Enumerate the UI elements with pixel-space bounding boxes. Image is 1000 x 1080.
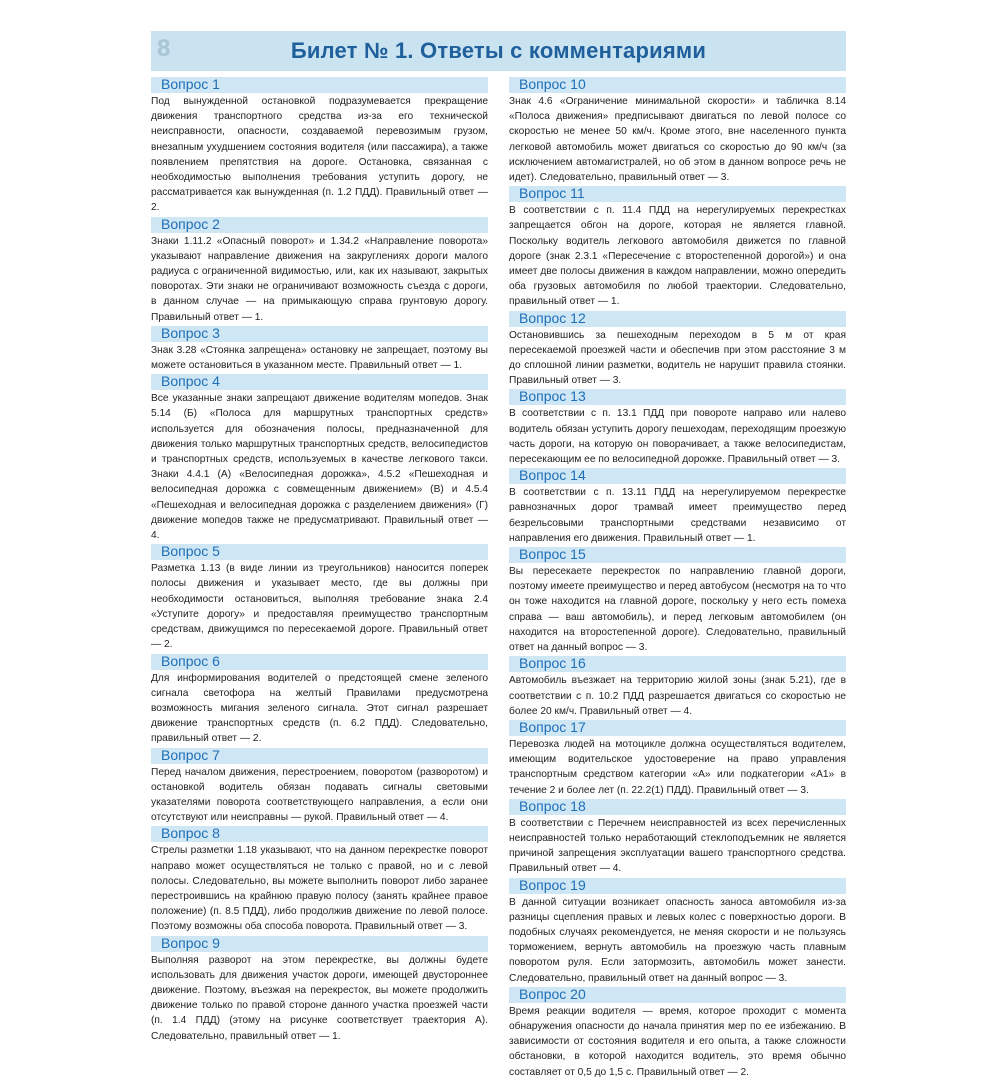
question-heading <box>509 547 846 563</box>
question-heading <box>151 826 488 842</box>
question-heading <box>151 936 488 952</box>
question-heading <box>509 311 846 327</box>
answer-text: В соответствии с п. 13.1 ПДД при повороте направо или налево водитель обязан уступить дорогу пешеходам, переходящим проезжую часть дороги, на которую он поворачивает, а также велосипедистам, пересекающим ее по велосипедной дорожке. Правильный ответ — 3. <box>509 408 846 466</box>
answer-text: Выполняя разворот на этом перекрестке, вы должны будете использовать для движения участок дороги, имеющей двустороннее движение. Поэтому, въезжая на перекресток, вы можете продолжить движение только по правой стороне данного участка проезжей части (п. 1.4 ПДД) (этому на рисунке соответствует траектория А). Следовательно, правильный ответ — 1. <box>151 954 488 1042</box>
answer-text: В соответствии с Перечнем неисправностей из всех перечисленных неисправностей только неработающий стеклоподъемник не является причиной запрещения эксплуатации вашего транспортного средства. Правильный ответ — 4. <box>509 817 846 875</box>
question-label: Вопрос 20 <box>519 985 586 1002</box>
question-label: Вопрос 2 <box>161 215 220 232</box>
question-label: Вопрос 9 <box>161 934 220 951</box>
question-heading <box>509 186 846 202</box>
question-label: Вопрос 18 <box>519 797 586 814</box>
right-column <box>509 76 846 1080</box>
question-label: Вопрос 8 <box>161 825 220 842</box>
question-label: Вопрос 17 <box>519 718 586 735</box>
question-label: Вопрос 12 <box>519 309 586 326</box>
question-label: Вопрос 14 <box>519 467 586 484</box>
answer-text: Знак 3.28 «Стоянка запрещена» остановку не запрещает, поэтому вы можете остановиться в указанном месте. Правильный ответ — 1. <box>151 344 488 372</box>
answer-text: Под вынужденной остановкой подразумевается прекращение движения транспортного средства из-за его технической неисправности, опасности, создаваемой перевозимым грузом, внезапным ухудшением состояния водителя (или пассажира), а также появлением препятствия на дороге. Остановка, связанная с необходимостью выполнения требования уступить дорогу, не рассматривается как вынужденная (п. 1.2 ПДД). Правильный ответ — 2. <box>151 96 488 214</box>
left-column <box>151 76 488 1044</box>
question-label: Вопрос 19 <box>519 876 586 893</box>
page-number: 8 <box>157 35 171 62</box>
question-label: Вопрос 5 <box>161 543 220 560</box>
question-heading <box>151 77 488 93</box>
answer-text: Остановившись за пешеходным переходом в 5 м от края пересекаемой проезжей части и обеспечив при этом расстояние 3 м до сплошной линии разметки, водитель не нарушит правила стоянки. Правильный ответ — 3. <box>509 329 846 387</box>
answer-text: Стрелы разметки 1.18 указывают, что на данном перекрестке поворот направо может осуществляться не только с правой, но и с левой полосы. Следовательно, вы можете выполнить поворот либо заранее перестроившись на крайнюю правую полосу (занять крайнее правое положение) (п. 8.5 ПДД), либо продолжив движение по левой полосе. Поэтому возможны оба способа поворота. Правильный ответ — 3. <box>151 845 488 933</box>
answer-text: В соответствии с п. 11.4 ПДД на нерегулируемых перекрестках запрещается обгон на дороге, которая не является главной. Поскольку водитель легкового автомобиля движется по главной дороге (знак 2.3.1 «Пересечение с второстепенной дорогой») и она имеет две полосы движения в каждом направлении, можно опередить оба грузовых автомобиля по любой траектории. Следовательно, правильный ответ — 1. <box>509 205 846 308</box>
question-label: Вопрос 7 <box>161 746 220 763</box>
question-heading <box>151 654 488 670</box>
question-label: Вопрос 16 <box>519 655 586 672</box>
question-heading <box>509 720 846 736</box>
question-label: Вопрос 11 <box>519 185 585 202</box>
answer-text: В данной ситуации возникает опасность заноса автомобиля из-за разницы сцепления правых и левых колес с поверхностью дороги. В подобных случаях рекомендуется, не меняя скорости и не пользуясь торможением, вернуть автомобиль на проезжую часть плавным поворотом руля. Если затормозить, автомобиль может занести. Следовательно, правильный ответ на данный вопрос — 3. <box>509 896 846 984</box>
answer-text: Время реакции водителя — время, которое проходит с момента обнаружения опасности до начала принятия мер по ее избежанию. В зависимости от состояния водителя и его опыта, а также сложности обстановки, в которой находится водитель, это время обычно составляет от 0,5 до 1,5 с. Правильный ответ — 2. <box>509 1005 846 1078</box>
answer-text: Знак 4.6 «Ограничение минимальной скорости» и табличка 8.14 «Полоса движения» предписывают двигаться по левой полосе со скоростью не менее 50 км/ч. Кроме этого, вне населенного пункта легковой автомобиль может двигаться со скоростью до 90 км/ч (за исключением автомагистралей, но об этом в данном вопросе речь не идет). Следовательно, правильный ответ — 3. <box>509 96 846 184</box>
question-label: Вопрос 10 <box>519 76 586 92</box>
page-title: Билет № 1. Ответы с комментариями <box>290 38 707 63</box>
question-heading <box>151 544 488 560</box>
page-header <box>151 31 846 71</box>
question-heading <box>509 799 846 815</box>
question-heading <box>151 217 488 233</box>
answer-text: Перевозка людей на мотоцикле должна осуществляться водителем, имеющим водительское удостоверение на право управления транспортным средством категории «А» или подкатегории «А1» в течение 2 и более лет (п. 22.2(1) ПДД). Правильный ответ — 3. <box>509 738 846 796</box>
question-heading <box>509 77 846 93</box>
question-label: Вопрос 1 <box>161 76 220 92</box>
question-heading <box>151 326 488 342</box>
answer-text: Автомобиль въезжает на территорию жилой зоны (знак 5.21), где в соответствии с п. 10.2 ПДД разрешается двигаться со скоростью не более 20 км/ч. Правильный ответ — 4. <box>509 675 846 717</box>
question-label: Вопрос 3 <box>161 324 220 341</box>
question-heading <box>151 374 488 390</box>
answer-text: Знаки 1.11.2 «Опасный поворот» и 1.34.2 «Направление поворота» указывают направление движения на закруглениях дороги малого радиуса с ограниченной видимостью, или, как их называют, закрытых поворотах. Эти знаки не ограничивают возможность съезда с дороги, в данном случае — на примыкающую справа грунтовую дорогу. Правильный ответ — 1. <box>151 235 488 323</box>
question-label: Вопрос 6 <box>161 652 220 669</box>
answer-text: Перед началом движения, перестроением, поворотом (разворотом) и остановкой водитель обязан подавать сигналы световыми указателями поворота соответствующего направления, а если они отсутствуют или неисправны — рукой. Правильный ответ — 4. <box>151 766 488 824</box>
question-heading <box>509 987 846 1003</box>
question-heading <box>151 748 488 764</box>
question-heading <box>509 656 846 672</box>
answer-text: Разметка 1.13 (в виде линии из треугольников) наносится поперек полосы движения и указывает место, где вы должны при необходимости остановиться, выполняя требование знака 2.4 «Уступите дорогу» и предоставляя преимущество транспортным средствам, движущимся по пересекаемой дороге. Правильный ответ — 2. <box>151 563 488 651</box>
answer-text: В соответствии с п. 13.11 ПДД на нерегулируемом перекрестке равнозначных дорог трамвай имеет преимущество перед безрельсовыми транспортными средствами независимо от направления его движения. Правильный ответ — 1. <box>509 487 846 544</box>
question-heading <box>509 468 846 484</box>
question-heading <box>509 389 846 405</box>
question-label: Вопрос 13 <box>519 388 586 405</box>
answer-text: Все указанные знаки запрещают движение водителям мопедов. Знак 5.14 (Б) «Полоса для маршрутных транспортных средств» используется для обозначения полосы, предназначенной для движения только маршрутных транспортных средств, велосипедистов и транспортных средств, используемых в качестве легкового такси. Знаки 4.4.1 (А) «Велосипедная дорожка», 4.5.2 «Пешеходная и велосипедная дорожка с совмещенным движением» (В) и 4.5.4 «Пешеходная и велосипедная дорожка с разделением движения» (Г) движение мопедов также не предусматривают. Правильный ответ — 4. <box>151 393 488 542</box>
answer-text: Вы пересекаете перекресток по направлению главной дороги, поэтому имеете преимущество и перед автобусом (несмотря на то что он тоже находится на главной дороге, поскольку у него есть помеха справа — ваш автомобиль), и перед легковым автомобилем (он находится на второстепенной дороге). Следовательно, правильный ответ на данный вопрос — 3. <box>509 566 846 654</box>
question-label: Вопрос 4 <box>161 373 220 390</box>
question-label: Вопрос 15 <box>519 546 586 563</box>
answer-text: Для информирования водителей о предстоящей смене зеленого сигнала светофора на желтый Правилами предусмотрена возможность мигания зеленого сигнала. Этот сигнал разрешает движение транспортных средств (п. 6.2 ПДД). Следовательно, правильный ответ — 2. <box>151 672 488 745</box>
question-heading <box>509 878 846 894</box>
